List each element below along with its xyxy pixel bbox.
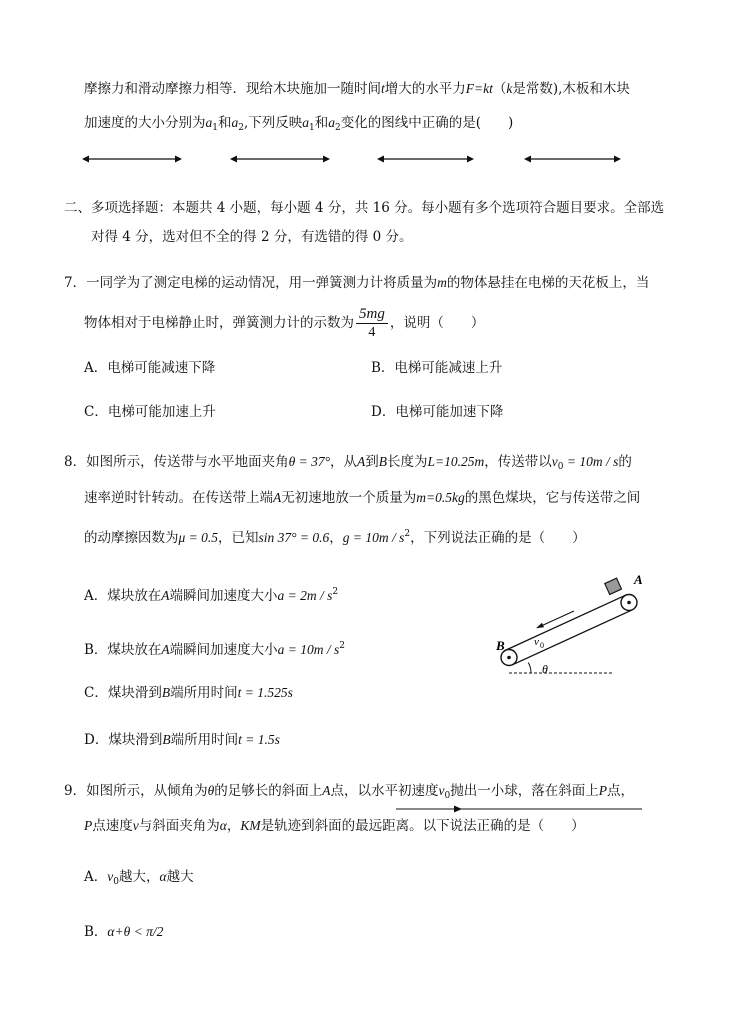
var-A: A: [356, 454, 366, 469]
text: （: [492, 81, 507, 97]
belt-bottom-line: [506, 595, 626, 650]
text: D．煤块滑到: [84, 732, 163, 748]
label-v0-subscript: 0: [540, 641, 544, 650]
var-a1: a: [205, 115, 213, 130]
subscript: 0: [444, 791, 451, 801]
text: 端所用时间: [170, 685, 238, 701]
text: 越大，: [118, 869, 160, 885]
label-theta: θ: [542, 662, 548, 676]
q7-line-1: [64, 274, 649, 292]
text: 加速度的大小分别为: [84, 115, 206, 131]
text: 的物体悬挂在电梯的天花板上，当: [446, 275, 650, 291]
text: 变化的图线中正确的是( ): [340, 115, 514, 131]
text: ，传送带以: [484, 454, 552, 470]
text: 的: [618, 454, 632, 470]
graph-placeholder-arrow-4: [524, 153, 621, 165]
var-a2: a: [231, 115, 239, 130]
text: 长度为: [386, 454, 428, 470]
var-a1: a: [302, 115, 310, 130]
var-A: A: [322, 783, 331, 798]
text: 点，以水平初速度: [330, 783, 439, 799]
graph-placeholder-arrow-2: [230, 153, 330, 165]
text: 与斜面夹角为: [138, 818, 220, 834]
var-alpha: α: [159, 869, 167, 884]
q7-option-c[interactable]: C．电梯可能加速上升: [84, 404, 216, 420]
q7-line-2: [84, 304, 484, 342]
var-v: v: [107, 869, 114, 884]
text: 和: [314, 115, 329, 131]
text: ，从: [329, 454, 357, 470]
text: 物体相对于电梯静止时，弹簧测力计的示数为: [84, 315, 354, 331]
text: 端所用时间: [170, 732, 239, 748]
text: B．: [84, 924, 108, 940]
var-k: k: [506, 81, 513, 96]
conveyor-belt-figure: [490, 570, 660, 680]
var-point: A: [161, 588, 170, 603]
graph-placeholder-arrow-3: [377, 153, 474, 165]
text: 点，: [606, 783, 634, 799]
label-b: B: [496, 638, 505, 653]
var-m: m: [437, 275, 447, 290]
fraction-denominator: 4: [368, 325, 376, 340]
label-v0: v: [534, 636, 539, 648]
q6-line-1: [84, 80, 630, 98]
text: 摩擦力和滑动摩擦力相等．现给木块施加一随时间: [84, 81, 381, 97]
text: 是轨迹到斜面的最远距离。以下说法正确的是（ ）: [260, 818, 585, 834]
var-P: P: [598, 783, 607, 798]
text: C．煤块滑到: [84, 685, 162, 701]
q8-option-b[interactable]: [84, 637, 345, 659]
fraction-numerator: 5mg: [356, 305, 388, 324]
pulley-b-axle: [507, 656, 511, 660]
text: 到: [365, 454, 379, 470]
q8-line-2: [84, 489, 640, 507]
value: t = 1.5s: [238, 732, 280, 747]
text: ，: [226, 818, 241, 834]
value: a = 10m / s: [277, 642, 340, 657]
var-theta: θ: [207, 783, 215, 798]
sin-expression: sin 37° = 0.6: [258, 530, 330, 545]
superscript: 2: [332, 587, 339, 597]
text: 点速度: [92, 818, 133, 834]
q8-line-3: [84, 525, 586, 547]
label-a: A: [634, 572, 643, 587]
coal-block: [605, 578, 622, 594]
text: 无初速地放一个质量为: [281, 490, 417, 506]
q7-option-a[interactable]: A．电梯可能减速下降: [84, 360, 216, 376]
text: 的动摩擦因数为: [84, 530, 179, 546]
text: ，下列说法正确的是（ ）: [410, 530, 586, 546]
var-B: B: [378, 454, 387, 469]
var-point: B: [162, 732, 171, 747]
q7-option-d[interactable]: D．电梯可能加速下降: [371, 404, 504, 420]
belt-top-line-lower: [512, 610, 632, 665]
var-theta: θ = 37°: [288, 454, 330, 469]
q9-option-b[interactable]: [84, 923, 163, 941]
q8-line-1: [64, 453, 632, 476]
velocity-arrowhead: [536, 623, 544, 629]
value: a = 2m / s: [277, 588, 333, 603]
text: ，说明（ ）: [389, 315, 485, 331]
var-v0: v: [438, 783, 445, 798]
var-alpha: α: [219, 818, 227, 833]
text: 增大的水平力: [384, 81, 466, 97]
superscript: 2: [339, 641, 346, 651]
subscript: 2: [238, 123, 244, 133]
q9-option-a[interactable]: [84, 868, 194, 891]
text: 9．如图所示，从倾角为: [64, 783, 208, 799]
q8-option-d[interactable]: [84, 731, 280, 749]
velocity-arrow: [540, 611, 574, 627]
text: 抛出一小球，落在斜面上: [450, 783, 599, 799]
text: 端瞬间加速度大小: [169, 588, 278, 604]
subscript: 0: [113, 877, 119, 887]
var-a2: a: [328, 115, 335, 130]
text: ，: [329, 530, 343, 546]
text: 越大: [166, 869, 194, 885]
var-point: B: [161, 685, 171, 700]
var-mu: μ = 0.5: [178, 530, 219, 545]
text: 是常数),木板和木块: [512, 81, 630, 97]
text: 速率逆时针转动。在传送带上端: [84, 490, 273, 506]
q7-option-b[interactable]: B．电梯可能减速上升: [371, 360, 503, 376]
text: 的黑色煤块，它与传送带之间: [464, 490, 641, 506]
graph-placeholder-arrow-1: [82, 153, 182, 165]
q9-line-1: [64, 782, 634, 805]
angle-arc: [528, 663, 531, 674]
var-F: F=kt: [465, 81, 493, 96]
q9-line-2: [84, 817, 585, 835]
text: A．煤块放在: [84, 588, 162, 604]
var-v0-value: = 10m / s: [563, 454, 619, 469]
subscript: 1: [212, 123, 218, 133]
var-v0: v: [551, 454, 558, 469]
value: t = 1.525s: [237, 685, 293, 700]
superscript: 2: [404, 529, 411, 539]
q6-line-2: [84, 114, 513, 137]
text: ,下列反映: [243, 115, 303, 131]
text: B．煤块放在: [84, 642, 162, 658]
var-P: P: [84, 818, 93, 833]
fraction-5mg-over-4: [356, 305, 388, 342]
text: 端瞬间加速度大小: [169, 642, 278, 658]
text: 8．如图所示，传送带与水平地面夹角: [64, 454, 289, 470]
subscript: 1: [309, 123, 315, 133]
q8-option-c[interactable]: [84, 684, 293, 702]
text: 和: [217, 115, 232, 131]
var-point: A: [161, 642, 170, 657]
var-L: L=10.25m: [427, 454, 485, 469]
var-t: t: [381, 81, 385, 96]
var-g: g = 10m / s: [342, 530, 405, 545]
expression: α+θ < π/2: [107, 924, 164, 939]
text: ，已知: [218, 530, 259, 546]
stray-arrow-artifact: [396, 803, 646, 815]
q8-option-a[interactable]: [84, 583, 338, 605]
section2-line-2: 对得 4 分，选对但不全的得 2 分，有选错的得 0 分。: [91, 229, 413, 245]
text: 的足够长的斜面上: [214, 783, 323, 799]
var-v: v: [132, 818, 139, 833]
text: 7．一同学为了测定电梯的运动情况，用一弹簧测力计将质量为: [64, 275, 438, 291]
pulley-a-axle: [627, 601, 631, 605]
subscript: 0: [557, 462, 564, 472]
var-A: A: [273, 490, 282, 505]
var-mass: m=0.5kg: [416, 490, 465, 505]
text: A．: [84, 869, 108, 885]
var-KM: KM: [240, 818, 261, 833]
section2-line-1: 二、多项选择题：本题共 4 小题，每小题 4 分，共 16 分。每小题有多个选项符合题目要求。全部选: [64, 200, 665, 216]
subscript: 2: [335, 123, 341, 133]
